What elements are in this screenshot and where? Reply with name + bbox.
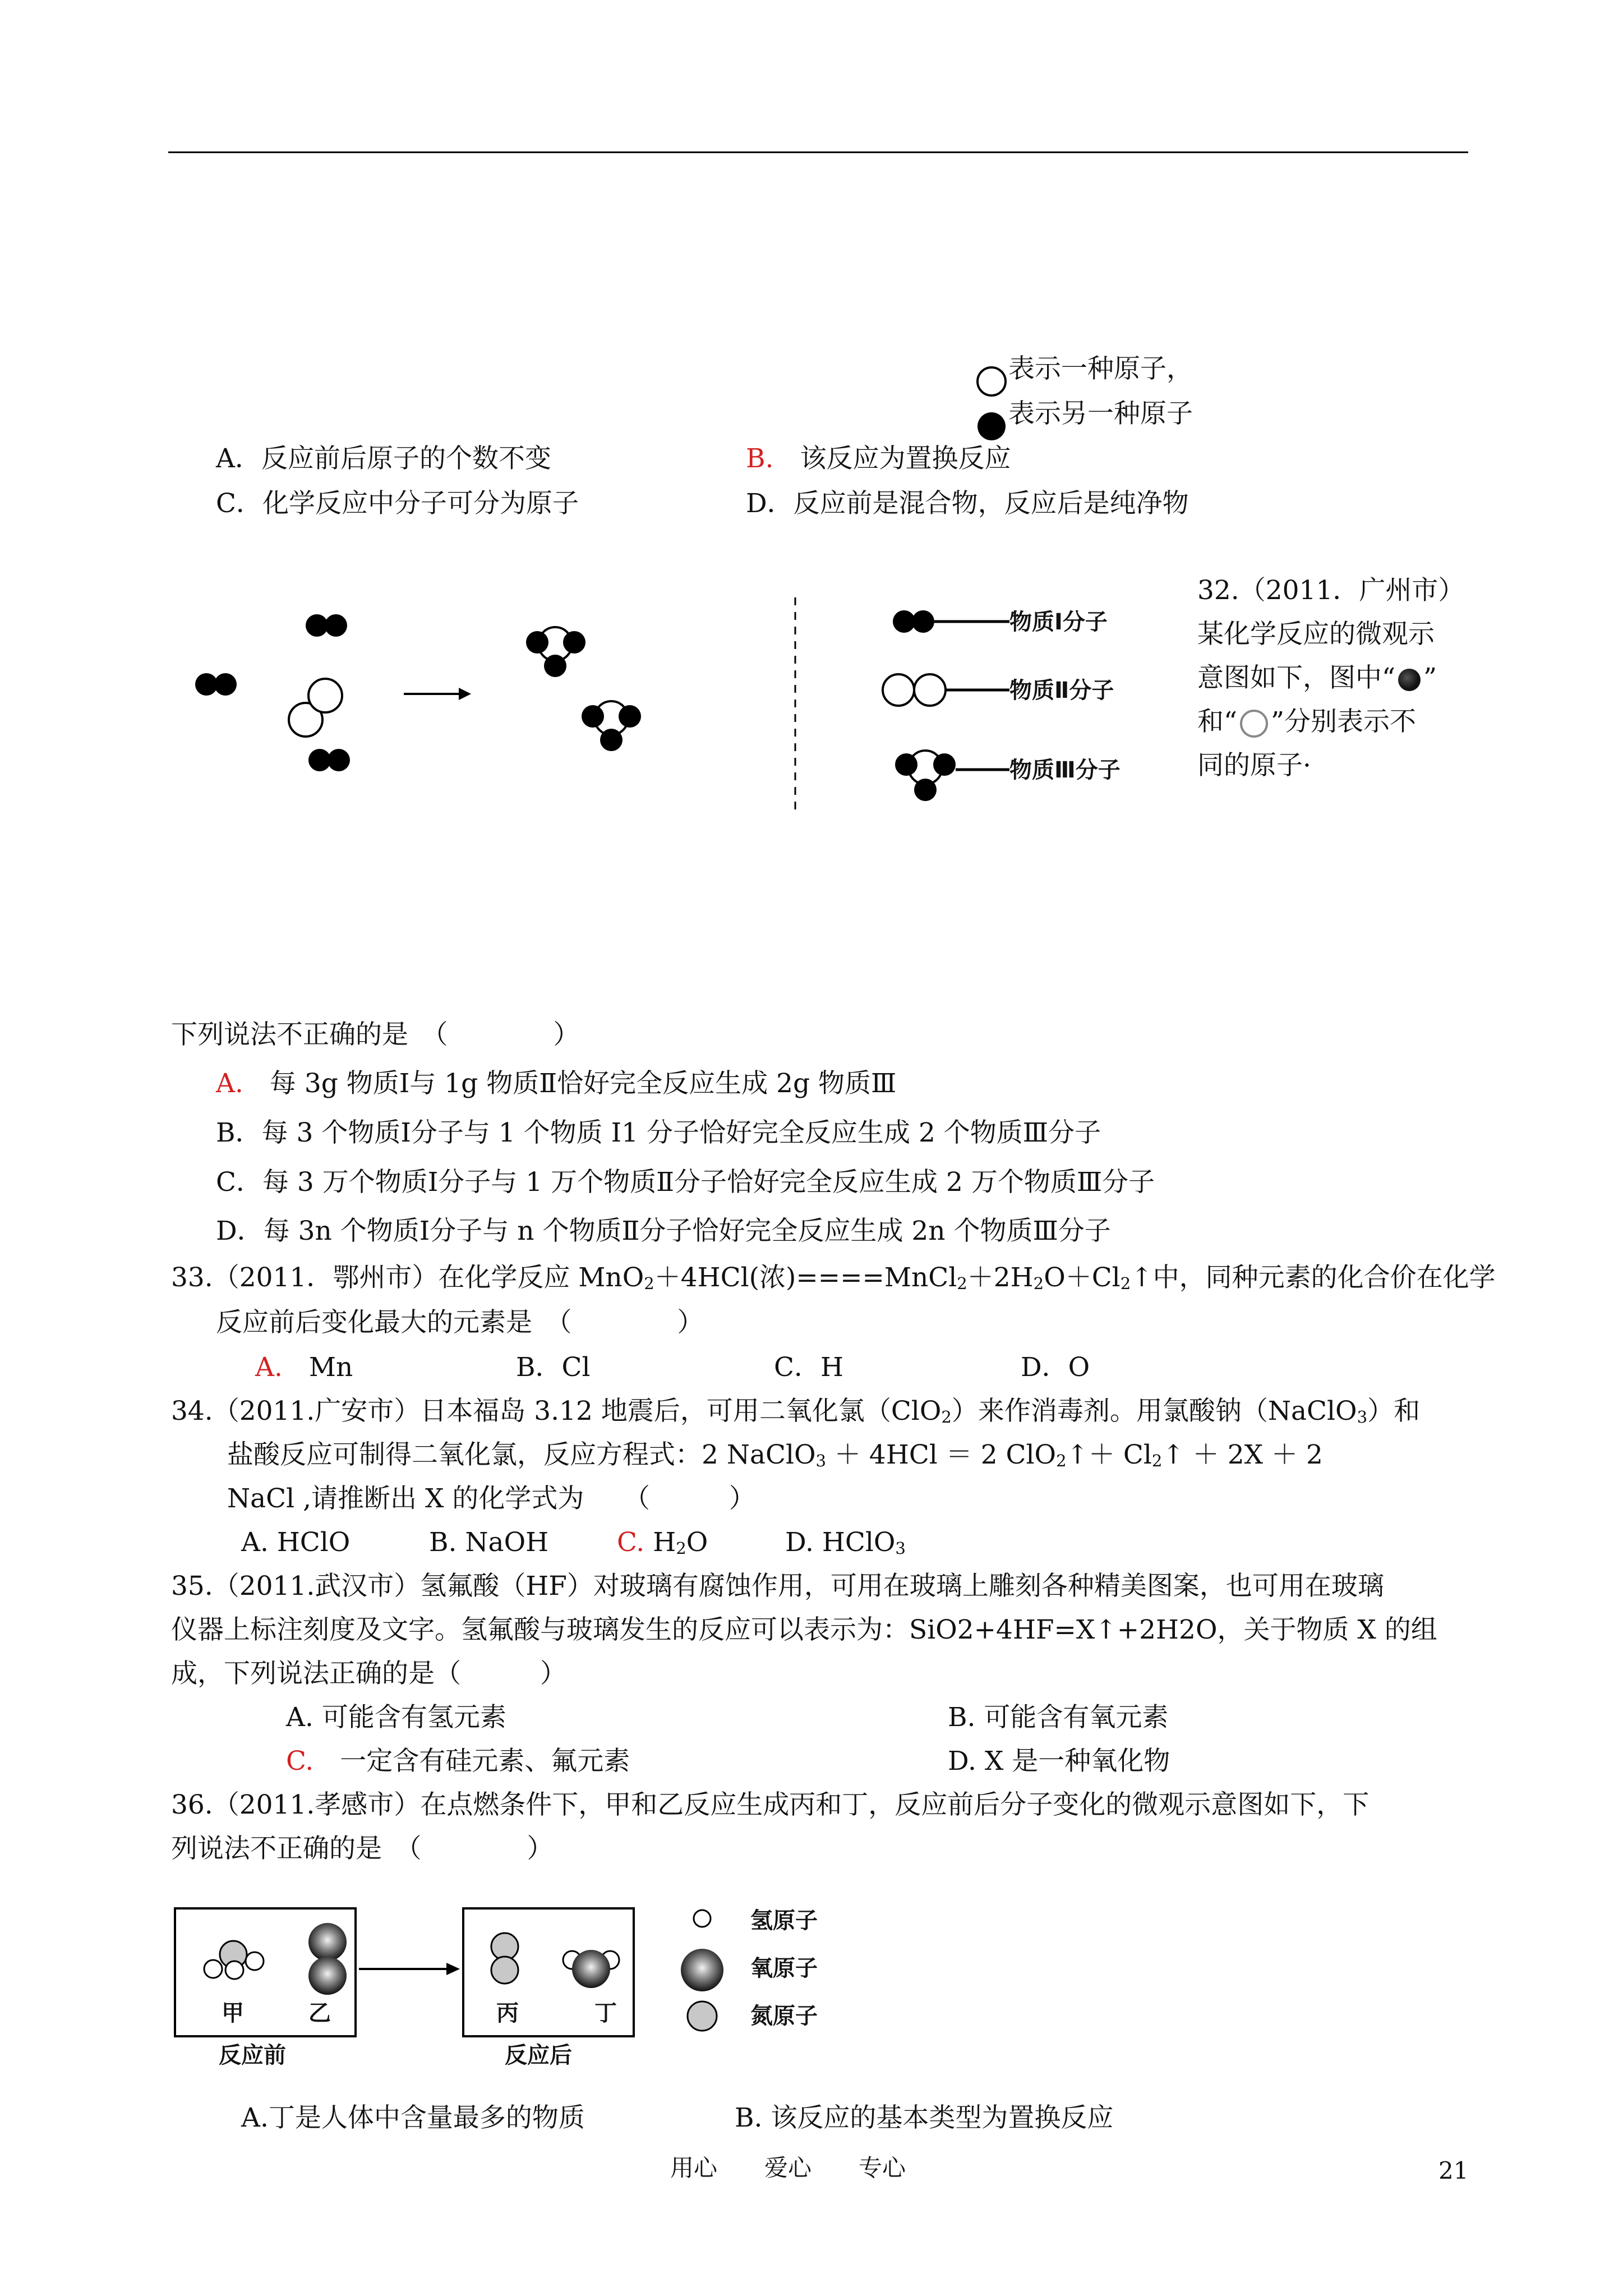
q32-option-b: B．每 3 个物质Ⅰ分子与 1 个物质 I1 分子恰好完全反应生成 2 个物质Ⅲ分子 — [216, 1117, 1101, 1148]
black-diatomic-molecule — [308, 749, 350, 771]
q35-line3: 成，下列说法正确的是（ ） — [171, 1658, 566, 1689]
q31-option-b: B. 该反应为置换反应 — [746, 443, 1011, 474]
q32-side-line2: 某化学反应的微观示 — [1197, 619, 1435, 650]
q35-option-b: B. 可能含有氧元素 — [948, 1702, 1169, 1733]
q32-option-d: D．每 3n 个物质Ⅰ分子与 n 个物质Ⅱ分子恰好完全反应生成 2n 个物质Ⅲ分子 — [216, 1216, 1111, 1246]
legend-hydrogen: 氢原子 — [750, 1908, 818, 1934]
label-jia: 甲 — [222, 2000, 244, 2026]
q33-option-c: C．H — [774, 1352, 843, 1383]
q35-option-d: D. X 是一种氧化物 — [948, 1746, 1170, 1777]
q32-option-c: C．每 3 万个物质Ⅰ分子与 1 万个物质Ⅱ分子恰好完全反应生成 2 万个物质Ⅲ分子 — [216, 1167, 1155, 1198]
q35-option-c: C. 一定含有硅元素、氟元素 — [286, 1746, 630, 1777]
open-circle-icon — [975, 365, 1008, 398]
q35-line1: 35.（2011.武汉市）氢氟酸（HF）对玻璃有腐蚀作用，可用在玻璃上雕刻各种精美图案，也可用在玻璃 — [171, 1571, 1384, 1602]
q31-option-c: C．化学反应中分子可分为原子 — [216, 488, 579, 519]
q32-side-line5: 同的原子· — [1197, 750, 1311, 781]
q33-line1: 33.（2011．鄂州市）在化学反应 MnO2＋4HCl(浓)====MnCl2＋2H2O＋Cl2↑中，同种元素的化合价在化学 — [171, 1262, 1496, 1294]
q35-option-a: A. 可能含有氢元素 — [286, 1702, 506, 1733]
before-molecules — [174, 1907, 359, 2036]
legend-oxygen: 氧原子 — [750, 1955, 818, 1981]
q33-line2: 反应前后变化最大的元素是 （ ） — [216, 1307, 704, 1338]
legend-open-circle-text: 表示一种原子， — [1008, 353, 1193, 384]
q36-option-a: A.丁是人体中含量最多的物质 — [241, 2102, 585, 2133]
q34-option-b: B. NaOH — [429, 1527, 549, 1558]
q32-reaction-diagram — [179, 589, 796, 825]
label-substance-3: 物质Ⅲ分子 — [1009, 757, 1121, 783]
white-diatomic-molecule — [289, 679, 342, 737]
label-substance-2: 物质Ⅱ分子 — [1009, 678, 1114, 703]
q36-reaction-arrow — [359, 1958, 460, 1980]
black-diatomic-molecule — [195, 673, 237, 696]
q32-side-line3: 意图如下，图中“ ” — [1197, 662, 1437, 693]
label-ding: 丁 — [594, 2000, 617, 2026]
q34-line3: NaCl ,请推断出 X 的化学式为 （ ） — [227, 1483, 755, 1514]
q34-line1: 34.（2011.广安市）日本福岛 3.12 地震后，可用二氧化氯（ClO2）来作消毒剂。用氯酸钠（NaClO3）和 — [171, 1396, 1421, 1427]
nitrogen-atom-icon — [684, 1998, 720, 2034]
q31-option-a: A．反应前后原子的个数不变 — [216, 443, 551, 474]
caption-after: 反应后 — [505, 2042, 572, 2068]
header-rule — [168, 151, 1468, 153]
product-molecule — [526, 627, 585, 677]
q34-line2: 盐酸反应可制得二氧化氯，反应方程式：2 NaClO3 ＋ 4HCl ＝ 2 ClO2↑＋ Cl2↑ ＋ 2X ＋ 2 — [227, 1439, 1323, 1471]
q35-line2: 仪器上标注刻度及文字。氢氟酸与玻璃发生的反应可以表示为：SiO2+4HF=X↑+2H2O，关于物质 X 的组 — [171, 1614, 1437, 1645]
q32-species-legend — [864, 589, 1009, 825]
filled-circle-icon — [975, 409, 1008, 443]
q32-side-line1: 32.（2011．广州市） — [1197, 575, 1465, 606]
legend-filled-circle-text: 表示另一种原子 — [1008, 398, 1193, 429]
caption-before: 反应前 — [219, 2042, 286, 2068]
q33-option-a: A. Mn — [255, 1352, 353, 1383]
q34-option-d: D. HClO3 — [785, 1527, 906, 1558]
q32-option-a: A. 每 3g 物质Ⅰ与 1g 物质Ⅱ恰好完全反应生成 2g 物质Ⅲ — [216, 1068, 897, 1099]
q34-option-a: A. HClO — [241, 1527, 351, 1558]
q36-line2: 列说法不正确的是 （ ） — [171, 1833, 554, 1864]
q32-side-line4: 和“ ”分别表示不 — [1197, 706, 1416, 739]
hydrogen-atom-icon — [691, 1907, 713, 1930]
q34-option-c: C. H2O — [617, 1527, 708, 1558]
q32-stem: 下列说法不正确的是 （ ） — [171, 1019, 580, 1050]
dark-atom-icon — [1395, 666, 1423, 694]
product-molecule — [582, 701, 641, 751]
label-yi: 乙 — [308, 2000, 331, 2026]
page-number: 21 — [1438, 2157, 1469, 2184]
q36-line1: 36.（2011.孝感市）在点燃条件下，甲和乙反应生成丙和丁，反应前后分子变化的微观示意图如下，下 — [171, 1789, 1370, 1820]
light-atom-icon — [1237, 708, 1271, 739]
label-substance-1: 物质Ⅰ分子 — [1009, 609, 1108, 635]
oxygen-atom-icon — [679, 1947, 726, 1994]
label-bing: 丙 — [496, 2000, 519, 2026]
black-diatomic-molecule — [306, 614, 347, 637]
reaction-arrow — [404, 688, 471, 700]
footer-motto: 用心 爱心 专心 — [670, 2154, 906, 2182]
q33-option-d: D．O — [1021, 1352, 1090, 1383]
q36-option-b: B. 该反应的基本类型为置换反应 — [735, 2102, 1114, 2133]
q31-option-d: D．反应前是混合物，反应后是纯净物 — [746, 488, 1189, 519]
legend-nitrogen: 氮原子 — [750, 2003, 818, 2029]
q33-option-b: B．Cl — [516, 1352, 591, 1383]
